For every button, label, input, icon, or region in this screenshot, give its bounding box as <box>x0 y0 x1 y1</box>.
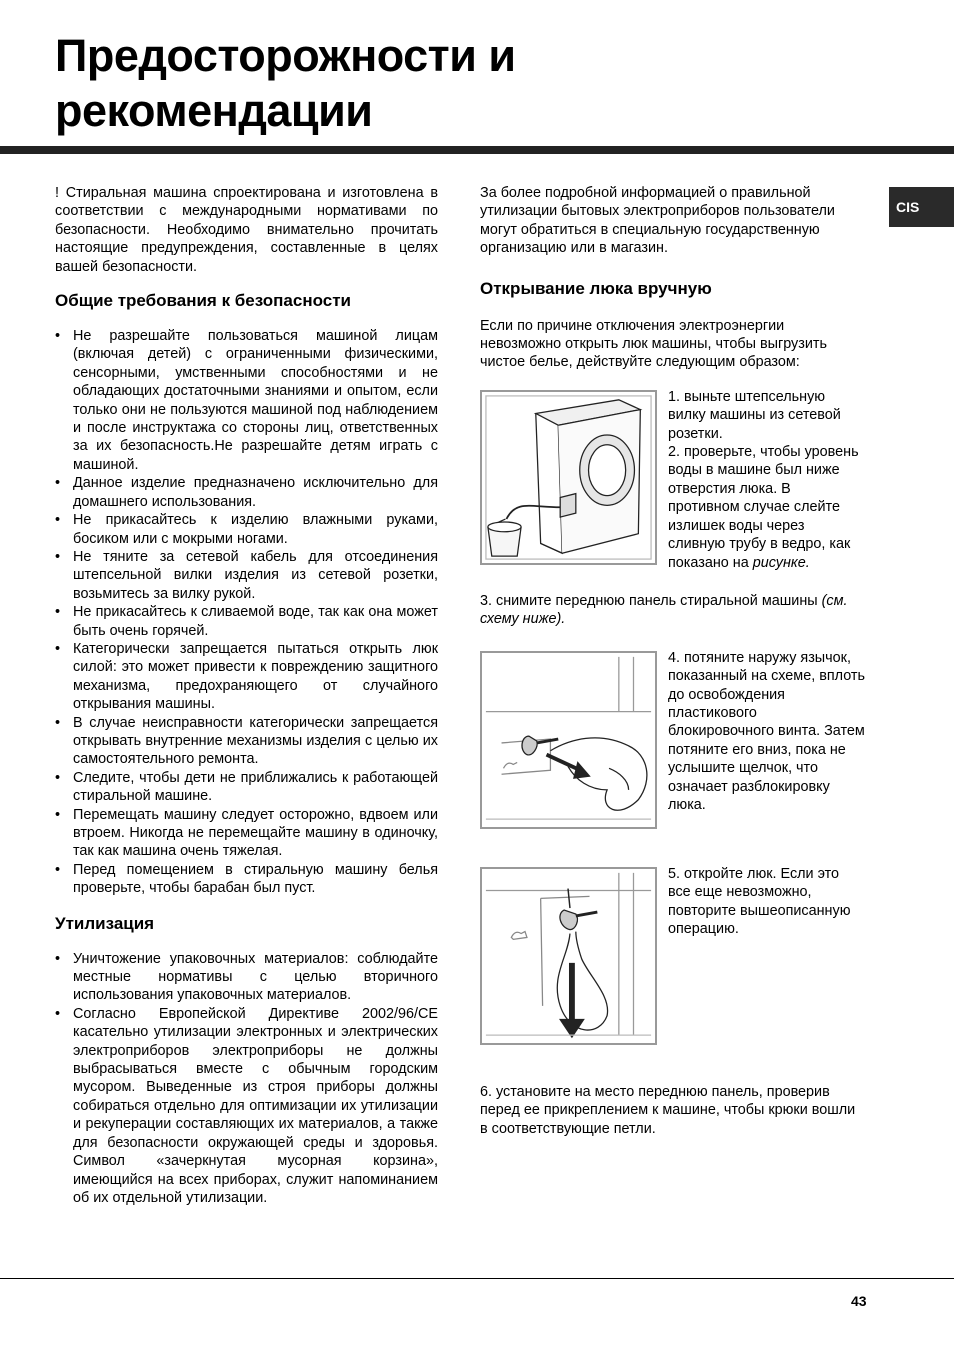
left-column <box>55 184 438 1207</box>
list-item: • Не прикасайтесь к изделию влажными руками, босиком или с мокрыми ногами. <box>55 511 438 548</box>
footer-divider <box>0 1278 954 1279</box>
page-number: 43 <box>851 1293 867 1309</box>
step-1-2-figure-ref: рисунке. <box>752 554 810 571</box>
step-3-figure-ref: (см. схему ниже). <box>480 592 848 628</box>
list-item: • Следите, чтобы дети не приближались к работающей стиральной машине. <box>55 769 438 806</box>
list-item: • Согласно Европейской Директиве 2002/96/CE касательно утилизации электронных и электрических электроприборов электроприборы не должны выбрасываться вместе с обычным городским мусором. Выведенные из строя приборы должны собираться отдельно для оптимизации их утилизации и рекуперации составляющих их материалов, а также для безопасности окружающей среды и здоровья. Символ «зачеркнутая мусорная корзина», имеющийся на всех приборах, служит напоминанием об их отдельной утилизации. <box>55 1005 438 1207</box>
step-4-text: 4. потяните наружу язычок, показанный на схеме, вплоть до освобождения пластикового блокировочного винта. Затем потяните его вниз, пока не услышите щелчок, что означает разблокировку люка. <box>668 649 865 813</box>
intro-paragraph: ! Стиральная машина спроектирована и изготовлена в соответствии с международными нормативами по безопасности. Необходимо внимательно прочитать настоящие предупреждения, составленные в целях вашей безопасности. <box>55 185 438 275</box>
step-5-row <box>480 867 865 1045</box>
open-door-illustration <box>480 867 657 1045</box>
language-tab: CIS <box>889 187 954 227</box>
step-3 <box>480 592 865 629</box>
step-5-text: 5. откройте люк. Если это все еще невозможно, повторите вышеописанную операцию. <box>668 865 851 937</box>
step-1-2-text <box>668 388 865 572</box>
safety-heading: Общие требования к безопасности <box>55 291 351 311</box>
pull-tab-illustration <box>480 651 657 829</box>
list-item: • Не прикасайтесь к сливаемой воде, так как она может быть очень горячей. <box>55 603 438 640</box>
list-item: • Не тяните за сетевой кабель для отсоединения штепсельной вилки изделия из сетевой розетки, возьмитесь за вилку рукой. <box>55 548 438 603</box>
list-item: • Перемещать машину следует осторожно, вдвоем или втроем. Никогда не перемещайте машину в одиночку, так как машина очень тяжелая. <box>55 806 438 861</box>
step-1-2: 1. выньте штепсельную вилку машины из сетевой розетки. 2. проверьте, чтобы уровень воды в машине был ниже отверстия люка. В противном случае слейте излишек воды через сливную трубу в ведро, как показано на <box>668 388 859 571</box>
disposal-list <box>55 950 438 1208</box>
disposal-info-paragraph: За более подробной информацией о правильной утилизации бытовых электроприборов пользователи могут обратиться в специальную государственную организацию или в магазин. <box>480 185 835 257</box>
door-open-heading: Открывание люка вручную <box>480 278 712 298</box>
safety-list <box>55 327 438 898</box>
list-item: • Не разрешайте пользоваться машиной лицам (включая детей) с ограниченными физическими, сенсорными, умственными способностями и не обладающих достаточными знаниями и опытом, если только они не пользуются машиной под наблюдением и после инструктажа со стороны лиц, ответственных за их безопасность.Не разрешайте детям играть с машиной. <box>55 327 438 474</box>
step-6-text: 6. установите на место переднюю панель, проверив перед ее прикреплением к машине, чтобы крюки вошли в соответствующие петли. <box>480 1083 856 1137</box>
list-item: • Данное изделие предназначено исключительно для домашнего использования. <box>55 474 438 511</box>
drain-illustration <box>480 390 657 565</box>
page-title: Предосторожности и рекомендации <box>55 30 516 136</box>
list-item: • Перед помещением в стиральную машину белья проверьте, чтобы барабан был пуст. <box>55 861 438 898</box>
right-column <box>480 184 865 1138</box>
list-item: • В случае неисправности категорически запрещается открывать внутренние механизмы изделия с целью их самостоятельного ремонта. <box>55 714 438 769</box>
step-4-row <box>480 651 865 829</box>
list-item: • Категорически запрещается пытаться открыть люк силой: это может привести к повреждению защитного механизма, предохраняющего от случайного открывания машины. <box>55 640 438 714</box>
disposal-heading: Утилизация <box>55 913 155 933</box>
title-divider <box>0 146 954 154</box>
list-item: • Уничтожение упаковочных материалов: соблюдайте местные нормативы с целью вторичного использования упаковочных материалов. <box>55 950 438 1005</box>
step-3-text: 3. снимите переднюю панель стиральной машины <box>480 592 818 609</box>
step-1-2-row <box>480 390 865 572</box>
door-open-intro: Если по причине отключения электроэнергии невозможно открыть люк машины, чтобы выгрузить чистое белье, действуйте следующим образом: <box>480 317 827 371</box>
